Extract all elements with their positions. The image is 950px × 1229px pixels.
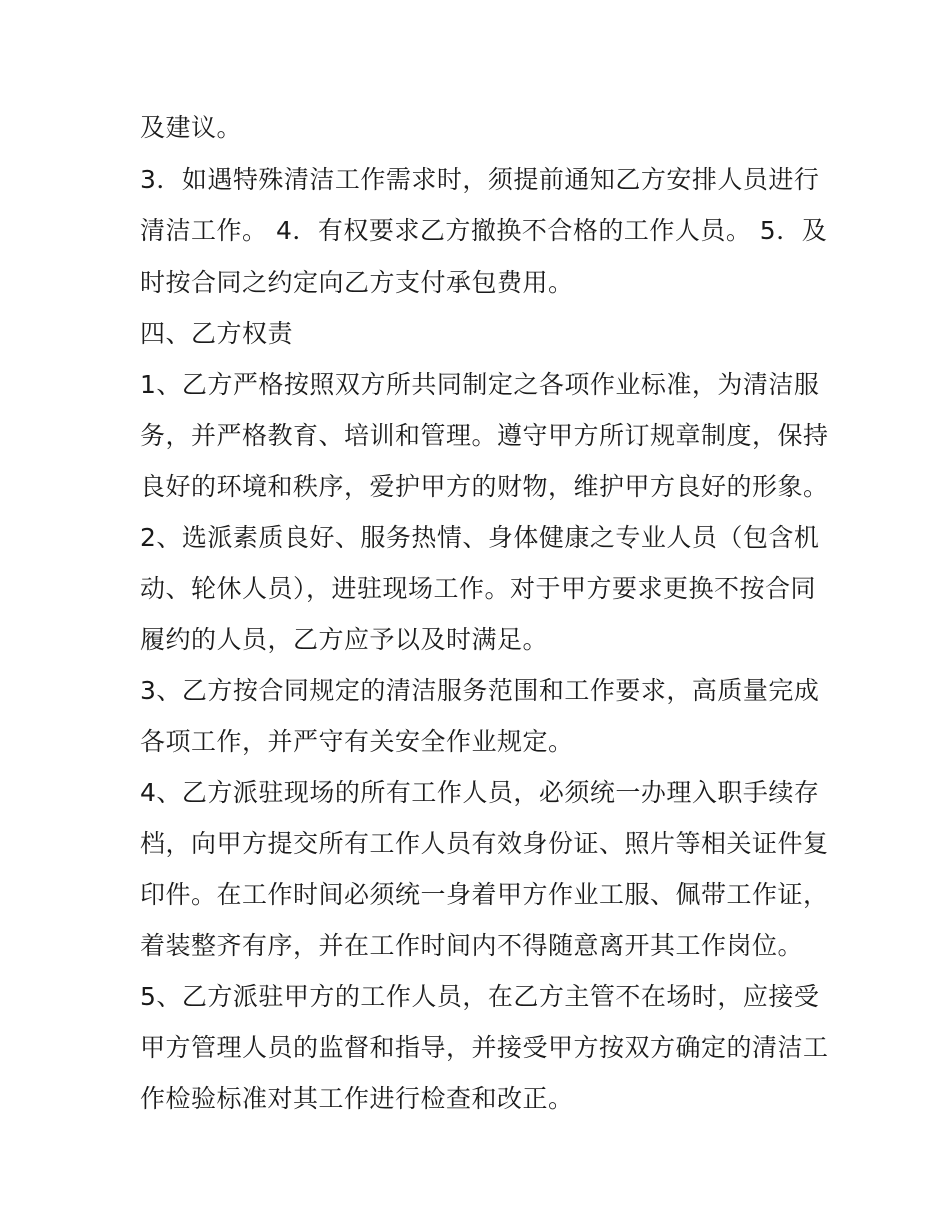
text-line: 档，向甲方提交所有工作人员有效身份证、照片等相关证件复	[140, 829, 829, 858]
text-line: 1、乙方严格按照双方所共同制定之各项作业标准，为清洁服	[140, 370, 820, 399]
text-line: 2、选派素质良好、服务热情、身体健康之专业人员（包含机	[140, 523, 820, 552]
text-line: 5、乙方派驻甲方的工作人员，在乙方主管不在场时，应接受	[140, 982, 820, 1011]
text-line: 甲方管理人员的监督和指导，并接受甲方按双方确定的清洁工	[140, 1033, 829, 1062]
text-line: 4、乙方派驻现场的所有工作人员，必须统一办理入职手续存	[140, 778, 820, 807]
text-line: 时按合同之约定向乙方支付承包费用。	[140, 268, 574, 297]
text-line: 履约的人员，乙方应予以及时满足。	[140, 625, 549, 654]
text-line: 3、乙方按合同规定的清洁服务范围和工作要求，高质量完成	[140, 676, 820, 705]
text-line: 3．如遇特殊清洁工作需求时，须提前通知乙方安排人员进行	[140, 165, 820, 194]
text-line: 作检验标准对其工作进行检查和改正。	[140, 1084, 574, 1113]
text-line: 印件。在工作时间必须统一身着甲方作业工服、佩带工作证，	[140, 880, 829, 909]
text-line: 着装整齐有序，并在工作时间内不得随意离开其工作岗位。	[140, 931, 804, 960]
text-line: 各项工作，并严守有关安全作业规定。	[140, 727, 574, 756]
text-line: 及建议。	[140, 113, 243, 142]
text-line: 清洁工作。 4．有权要求乙方撤换不合格的工作人员。 5．及	[140, 216, 828, 245]
text-line: 动、轮休人员），进驻现场工作。对于甲方要求更换不按合同	[140, 574, 817, 603]
text-line: 良好的环境和秩序，爱护甲方的财物，维护甲方良好的形象。	[140, 472, 829, 501]
section-heading: 四、乙方权责	[140, 319, 294, 348]
text-line: 务，并严格教育、培训和管理。遵守甲方所订规章制度，保持	[140, 421, 829, 450]
